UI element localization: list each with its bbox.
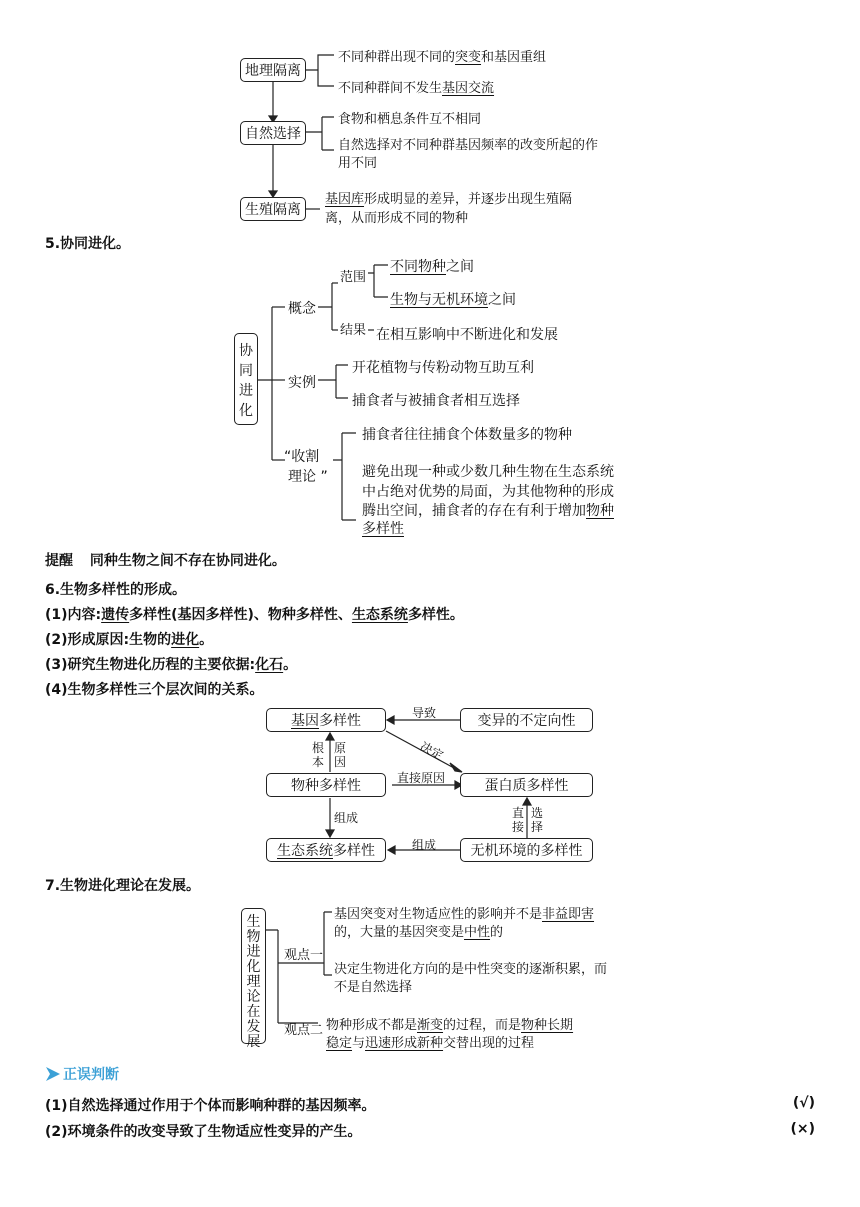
- concept-label: 概念: [288, 301, 316, 317]
- selection-line2b: 用不同: [338, 156, 378, 171]
- label-direct-cause: 直接原因: [397, 771, 446, 785]
- node-protein-diversity: 蛋白质多样性: [460, 773, 593, 797]
- scope-item2: 生物与无机环境之间: [390, 292, 516, 308]
- selection-line2a: 自然选择对不同种群基因频率的改变所起的作: [338, 138, 599, 153]
- result-label: 结果: [340, 323, 367, 338]
- section7-heading: 7.生物进化理论在发展。: [45, 878, 201, 894]
- label-compose2: 组成: [412, 838, 437, 852]
- geo-line1: 不同种群出现不同的突变和基因重组: [338, 50, 547, 65]
- harvest-item2b: 中占绝对优势的局面，为其他物种的形成: [362, 484, 614, 500]
- section6-item3: (3)研究生物进化历程的主要依据:化石。: [45, 657, 298, 673]
- node-theory-development: 生物进化理论在发展: [241, 908, 266, 1044]
- judgement-item-1: (1)自然选择通过作用于个体而影响种群的基因频率。: [45, 1098, 376, 1114]
- view2-label: 观点二: [284, 1023, 324, 1038]
- harvest-item2c: 腾出空间，捕食者的存在有利于增加物种: [362, 503, 614, 519]
- label-lead: 导致: [412, 706, 437, 720]
- judgement-title: 正误判断: [63, 1067, 119, 1083]
- judgement-mark-2: (×): [790, 1121, 815, 1137]
- judgement-header: [45, 1064, 119, 1084]
- example-2: 捕食者与被捕食者相互选择: [352, 393, 520, 409]
- label-compose1: 组成: [334, 811, 359, 825]
- node-reproductive-isolation: 生殖隔离: [240, 197, 306, 221]
- label-direct: 直接: [512, 806, 525, 834]
- scope-label: 范围: [340, 270, 367, 285]
- label-root-a: 根本: [312, 741, 325, 769]
- node-species-diversity: 物种多样性: [266, 773, 386, 797]
- judgement-item-2: (2)环境条件的改变导致了生物适应性变异的产生。: [45, 1124, 362, 1140]
- reminder-label: 提醒: [45, 553, 73, 569]
- harvest-label-a: “收割: [284, 449, 320, 465]
- node-coevolution: 协同进化: [234, 333, 258, 425]
- judgement-mark-1: (√): [792, 1095, 815, 1111]
- selection-line1: 食物和栖息条件互不相同: [338, 112, 482, 127]
- view1-label: 观点一: [284, 948, 324, 963]
- harvest-label-b: 理论 ”: [288, 469, 328, 485]
- reminder-text: 同种生物之间不存在协同进化。: [89, 553, 286, 569]
- view1-line3: 决定生物进化方向的是中性突变的逐渐积累，而: [334, 962, 608, 977]
- node-environment-diversity: 无机环境的多样性: [460, 838, 593, 862]
- section6-item1: (1)内容:遗传多样性(基因多样性)、物种多样性、生态系统多样性。: [45, 607, 464, 623]
- view2-line1: 物种形成不都是渐变的过程，而是物种长期: [326, 1018, 574, 1033]
- scope-item1: 不同物种之间: [390, 259, 474, 275]
- section6-item4: (4)生物多样性三个层次间的关系。: [45, 682, 264, 698]
- reproductive-line1: 基因库形成明显的差异，并逐步出现生殖隔: [325, 192, 573, 207]
- geo-line2: 不同种群间不发生基因交流: [338, 81, 495, 96]
- reproductive-line2: 离，从而形成不同的物种: [325, 211, 469, 226]
- harvest-item2d: 多样性: [362, 521, 404, 537]
- triangle-arrow-icon: [45, 1066, 61, 1082]
- node-gene-diversity: 基因 多样性: [266, 708, 386, 732]
- section6-heading: 6.生物多样性的形成。: [45, 582, 187, 598]
- node-geo-isolation: 地理隔离: [240, 58, 306, 82]
- node-mutation: 变异的不定向性: [460, 708, 593, 732]
- view1-line4: 不是自然选择: [334, 980, 413, 995]
- label-decide: 决定: [417, 739, 446, 763]
- example-1: 开花植物与传粉动物互助互利: [352, 360, 534, 376]
- section5-heading: 5.协同进化。: [45, 236, 131, 252]
- view1-line2: 的，大量的基因突变是中性的: [334, 925, 504, 940]
- label-select: 选择: [531, 806, 544, 834]
- view2-line2: 稳定与迅速形成新种交替出现的过程: [326, 1036, 535, 1051]
- node-ecosystem-diversity: 生态系统 多样性: [266, 838, 386, 862]
- view1-line1: 基因突变对生物适应性的影响并不是非益即害: [334, 907, 595, 922]
- harvest-item1: 捕食者往往捕食个体数量多的物种: [362, 427, 572, 443]
- result-text: 在相互影响中不断进化和发展: [376, 327, 558, 343]
- node-natural-selection: 自然选择: [240, 121, 306, 145]
- harvest-item2a: 避免出现一种或少数几种生物在生态系统: [362, 464, 614, 480]
- section6-item2: (2)形成原因:生物的进化。: [45, 632, 214, 648]
- label-root-b: 原因: [334, 741, 347, 769]
- example-label: 实例: [288, 375, 316, 391]
